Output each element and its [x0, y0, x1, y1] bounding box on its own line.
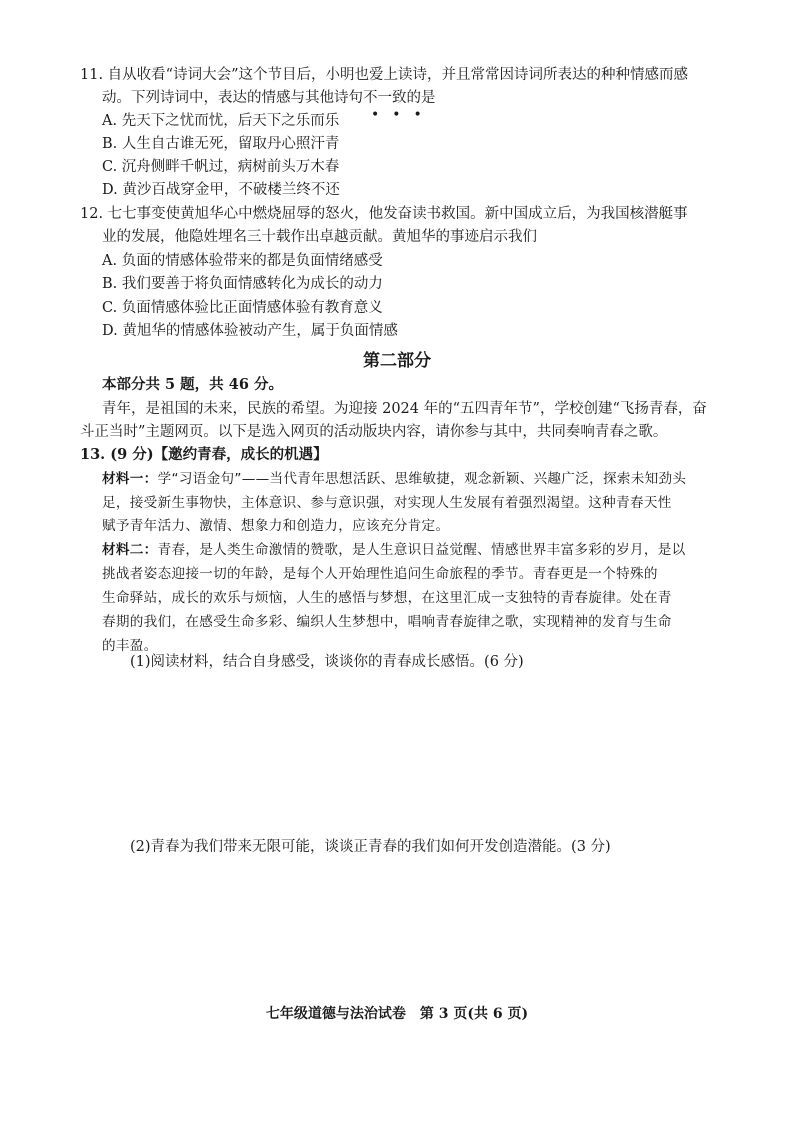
q12-option-d: D. 黄旭华的情感体验被动产生，属于负面情感 [102, 323, 398, 339]
section-intro: 本部分共 5 题，共 46 分。 [102, 376, 283, 393]
q13-header: 13. (9 分)【邀约青春，成长的机遇】 [80, 446, 328, 463]
material-2-line5: 的丰盈。 [102, 638, 158, 654]
q13-subquestion-1: (1)阅读材料，结合自身感受，谈谈你的青春成长感悟。(6 分) [130, 654, 524, 670]
answer-area-1[interactable] [80, 680, 720, 820]
page-footer: 七年级道德与法治试卷 第 3 页(共 6 页) [265, 1006, 529, 1022]
material-1-line2: 足，接受新生事物快，主体意识、参与意识强，对实现人生发展有着强烈渴望。这种青春天性 [102, 495, 672, 511]
material-1-label: 材料一： [102, 471, 158, 487]
section-heading: 第二部分 [363, 351, 431, 371]
material-2-line3: 生命驿站，成长的欢乐与烦恼，人生的感悟与梦想，在这里汇成一支独特的青春旋律。处在青 [102, 590, 672, 606]
q11-option-a: A. 先天下之忧而忧，后天下之乐而乐 [102, 113, 340, 129]
section-paragraph-line2: 斗正当时”主题网页。以下是选入网页的活动版块内容，请你参与其中，共同奏响青春之歌。 [80, 424, 668, 440]
material-2-text: 青春，是人类生命激情的赞歌，是人生意识日益觉醒、情感世界丰富多彩的岁月，是以 [157, 542, 686, 558]
q12-stem-line1: 12. 七七事变使黄旭华心中燃烧屈辱的怒火，他发奋读书救国。新中国成立后，为我国核潜艇事 [80, 206, 688, 222]
material-2-line2: 挑战者姿态迎接一切的年龄，是每个人开始理性追问生命旅程的季节。青春更是一个特殊的 [102, 566, 658, 582]
q12-option-b: B. 我们要善于将负面情感转化为成长的动力 [102, 276, 383, 292]
material-2-line1 [102, 539, 686, 561]
q12-option-c: C. 负面情感体验比正面情感体验有教育意义 [102, 300, 383, 316]
emphasis-dots: ••• [371, 107, 435, 123]
section-paragraph-line1: 青年，是祖国的未来，民族的希望。为迎接 2024 年的“五四青年节”，学校创建“飞扬青春，奋 [102, 401, 707, 417]
q13-subquestion-2: (2)青春为我们带来无限可能，谈谈正青春的我们如何开发创造潜能。(3 分) [130, 839, 611, 855]
q12-option-a: A. 负面的情感体验带来的都是负面情绪感受 [102, 253, 383, 269]
material-2-line4: 春期的我们，在感受生命多彩、编织人生梦想中，唱响青春旋律之歌，实现精神的发育与生命 [102, 614, 672, 630]
q11-option-b: B. 人生自古谁无死，留取丹心照汗青 [102, 136, 340, 152]
q12-stem-line2: 业的发展，他隐姓埋名三十载作出卓越贡献。黄旭华的事迹启示我们 [102, 229, 537, 245]
answer-area-2[interactable] [80, 866, 720, 986]
q11-option-c: C. 沉舟侧畔千帆过，病树前头万木春 [102, 159, 340, 175]
q11-stem-line1: 11. 自从收看“诗词大会”这个节目后，小明也爱上读诗，并且常常因诗词所表达的种种情感而感 [80, 67, 688, 83]
material-1-text: 学“习语金句”——当代青年思想活跃、思维敏捷，观念新颖、兴趣广泛，探索未知劲头 [157, 471, 687, 487]
q11-option-d: D. 黄沙百战穿金甲，不破楼兰终不还 [102, 182, 340, 198]
q11-stem-line2: 动。下列诗词中，表达的情感与其他诗句不一致的是 [102, 90, 436, 106]
material-2-label: 材料二： [102, 542, 158, 558]
material-1-line1 [102, 468, 686, 490]
material-1-line3: 赋予青年活力、激情、想象力和创造力，应该充分肯定。 [102, 518, 450, 534]
